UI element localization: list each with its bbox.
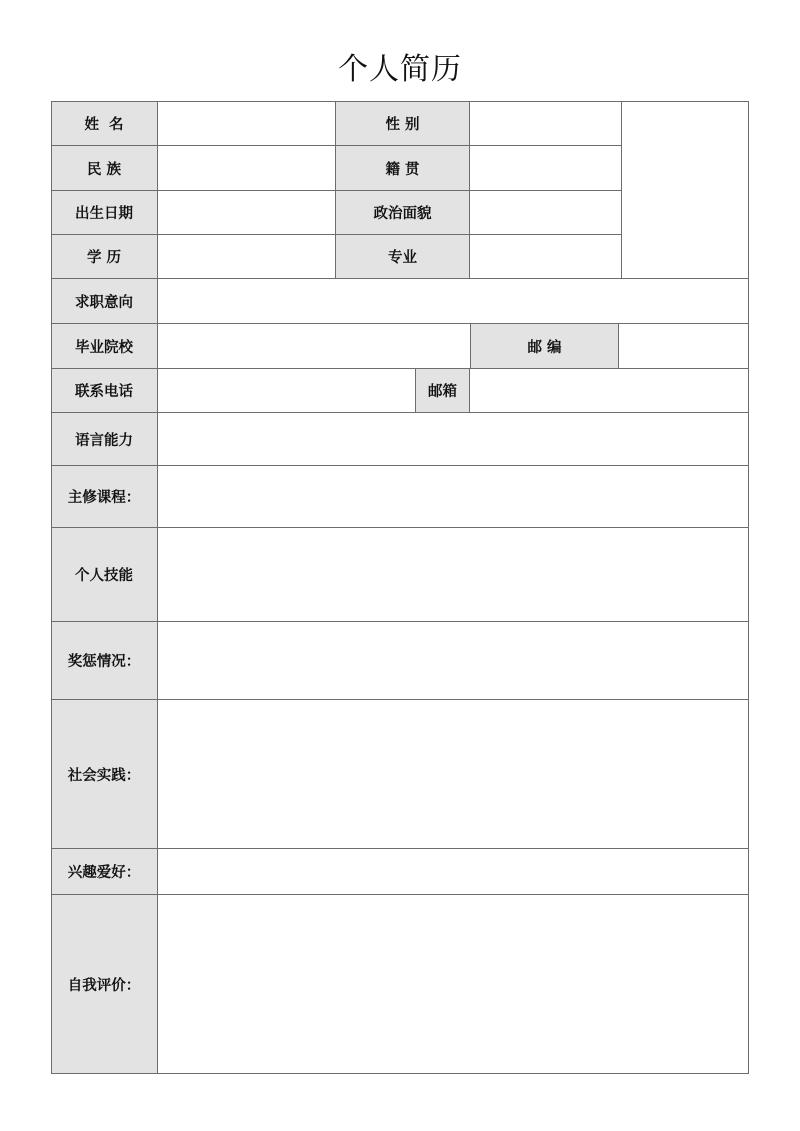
label-graduated-school: 毕业院校 (51, 324, 158, 369)
label-native-place: 籍 贯 (336, 146, 470, 191)
label-postal-code: 邮 编 (471, 324, 619, 369)
field-graduated-school[interactable] (158, 324, 471, 369)
field-ethnicity[interactable] (158, 146, 336, 191)
field-self-evaluation[interactable] (158, 895, 749, 1074)
field-phone[interactable] (158, 369, 416, 413)
field-personal-skills[interactable] (158, 528, 749, 622)
label-name: 姓 名 (51, 101, 158, 146)
field-hobbies[interactable] (158, 849, 749, 895)
field-education[interactable] (158, 235, 336, 279)
page-title: 个人简历 (338, 52, 462, 87)
label-rewards-punishments: 奖惩情况： (51, 622, 158, 700)
field-rewards-punishments[interactable] (158, 622, 749, 700)
field-birth-date[interactable] (158, 191, 336, 235)
field-name[interactable] (158, 101, 336, 146)
field-language-ability[interactable] (158, 413, 749, 466)
label-major: 专业 (336, 235, 470, 279)
label-phone: 联系电话 (51, 369, 158, 413)
photo-area[interactable] (622, 101, 749, 279)
label-email: 邮箱 (416, 369, 470, 413)
label-language-ability: 语言能力 (51, 413, 158, 466)
label-job-intention: 求职意向 (51, 279, 158, 324)
label-social-practice: 社会实践： (51, 700, 158, 849)
field-political-status[interactable] (470, 191, 622, 235)
field-social-practice[interactable] (158, 700, 749, 849)
label-gender: 性 别 (336, 101, 470, 146)
field-job-intention[interactable] (158, 279, 749, 324)
label-ethnicity: 民 族 (51, 146, 158, 191)
field-gender[interactable] (470, 101, 622, 146)
label-political-status: 政治面貌 (336, 191, 470, 235)
label-education: 学 历 (51, 235, 158, 279)
field-email[interactable] (470, 369, 749, 413)
label-hobbies: 兴趣爱好： (51, 849, 158, 895)
label-personal-skills: 个人技能 (51, 528, 158, 622)
field-major[interactable] (470, 235, 622, 279)
label-self-evaluation: 自我评价： (51, 895, 158, 1074)
field-main-courses[interactable] (158, 466, 749, 528)
label-main-courses: 主修课程： (51, 466, 158, 528)
field-native-place[interactable] (470, 146, 622, 191)
label-birth-date: 出生日期 (51, 191, 158, 235)
field-postal-code[interactable] (619, 324, 749, 369)
